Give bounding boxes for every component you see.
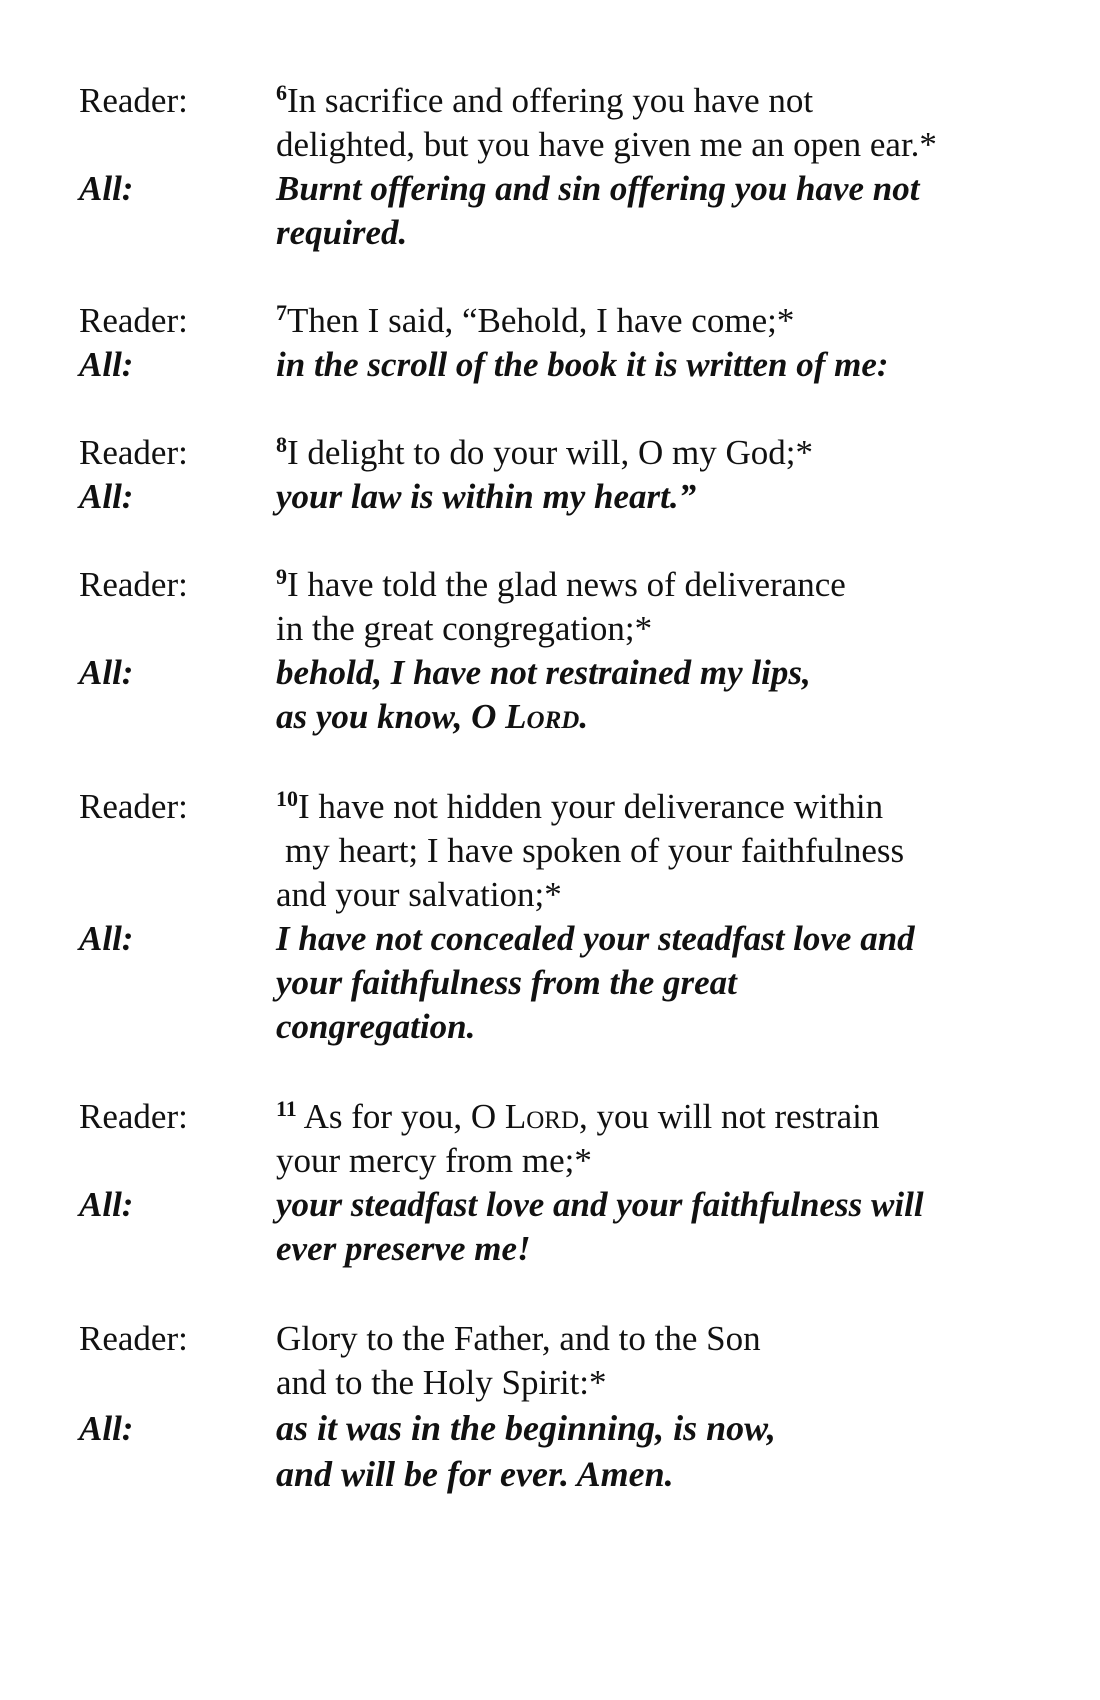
speaker-reader-label: Reader: (79, 1319, 188, 1358)
reader-text (276, 1094, 879, 1139)
response-line (0, 342, 1100, 387)
line-text: I have not hidden your deliverance within (298, 787, 884, 826)
reader-text: your mercy from me;* (276, 1141, 592, 1180)
reader-text (276, 78, 813, 123)
reader-line (0, 828, 1100, 873)
reader-line (0, 122, 1100, 167)
response-text: your steadfast love and your faithfulness will (276, 1185, 924, 1224)
response-line (0, 1406, 1100, 1451)
speaker-reader-label: Reader: (79, 1097, 188, 1136)
reader-text: and your salvation;* (276, 875, 562, 914)
speaker-reader-label: Reader: (79, 301, 188, 340)
reader-line (0, 1138, 1100, 1183)
reader-line (0, 784, 1100, 829)
reader-line (0, 78, 1100, 123)
reader-line (0, 562, 1100, 607)
response-text: as it was in the beginning, is now, (276, 1408, 776, 1448)
response-text: required. (276, 213, 408, 252)
response-line (0, 166, 1100, 211)
reader-line (0, 430, 1100, 475)
reader-text: Glory to the Father, and to the Son (276, 1319, 761, 1358)
lord-small-caps: Lord (504, 1097, 580, 1136)
speaker-all-label: All: (79, 653, 134, 692)
response-line (0, 916, 1100, 961)
speaker-reader-label: Reader: (79, 787, 188, 826)
response-text: ever preserve me! (276, 1229, 531, 1268)
reader-line (0, 606, 1100, 651)
response-text: and will be for ever. Amen. (276, 1454, 674, 1494)
response-line (0, 1226, 1100, 1271)
speaker-all-label: All: (79, 1185, 134, 1224)
response-text: congregation. (276, 1007, 476, 1046)
line-text: Then I said, “Behold, I have come;* (287, 301, 795, 340)
reader-text: delighted, but you have given me an open ear.* (276, 125, 937, 164)
lord-small-caps: Lord (505, 697, 580, 736)
response-line (0, 960, 1100, 1005)
reader-text: my heart; I have spoken of your faithfulness (285, 831, 905, 870)
line-text-pre: As for you, O (303, 1097, 505, 1136)
reader-line (0, 872, 1100, 917)
reader-text (276, 430, 813, 475)
response-line (0, 1004, 1100, 1049)
verse-number: 7 (276, 300, 287, 325)
response-text: your faithfulness from the great (276, 963, 737, 1002)
reader-line (0, 1316, 1100, 1361)
line-text: I have told the glad news of deliverance (287, 565, 846, 604)
verse-number: 9 (276, 564, 287, 589)
response-line (0, 1452, 1100, 1497)
response-text: behold, I have not restrained my lips, (276, 653, 811, 692)
speaker-reader-label: Reader: (79, 81, 188, 120)
speaker-all-label: All: (79, 477, 134, 516)
response-text: I have not concealed your steadfast love and (276, 919, 915, 958)
reader-line (0, 1094, 1100, 1139)
line-text-pre: as you know, O (276, 697, 506, 736)
speaker-all-label: All: (79, 345, 134, 384)
reader-text: in the great congregation;* (276, 609, 653, 648)
line-text-post: . (579, 697, 589, 736)
speaker-reader-label: Reader: (79, 433, 188, 472)
speaker-all-label: All: (79, 169, 134, 208)
response-line (0, 210, 1100, 255)
reader-text (276, 784, 883, 829)
verse-number: 6 (276, 80, 287, 105)
reader-line (0, 298, 1100, 343)
response-line (0, 1182, 1100, 1227)
response-text: your law is within my heart.” (276, 477, 697, 516)
line-text-post: , you will not restrain (579, 1097, 880, 1136)
line-text: In sacrifice and offering you have not (287, 81, 814, 120)
line-text: I delight to do your will, O my God;* (287, 433, 813, 472)
reader-text: and to the Holy Spirit:* (276, 1363, 607, 1402)
speaker-reader-label: Reader: (79, 565, 188, 604)
response-line (0, 694, 1100, 739)
verse-number: 11 (276, 1096, 297, 1121)
response-line (0, 474, 1100, 519)
verse-number: 8 (276, 432, 287, 457)
response-text (276, 694, 588, 739)
speaker-all-label: All: (79, 919, 134, 958)
verse-number: 10 (276, 786, 298, 811)
response-text: in the scroll of the book it is written of me: (276, 345, 889, 384)
reader-text (276, 298, 794, 343)
speaker-all-label: All: (79, 1409, 134, 1448)
response-text: Burnt offering and sin offering you have not (276, 169, 920, 208)
reader-text (276, 562, 846, 607)
response-line (0, 650, 1100, 695)
reader-line (0, 1360, 1100, 1405)
